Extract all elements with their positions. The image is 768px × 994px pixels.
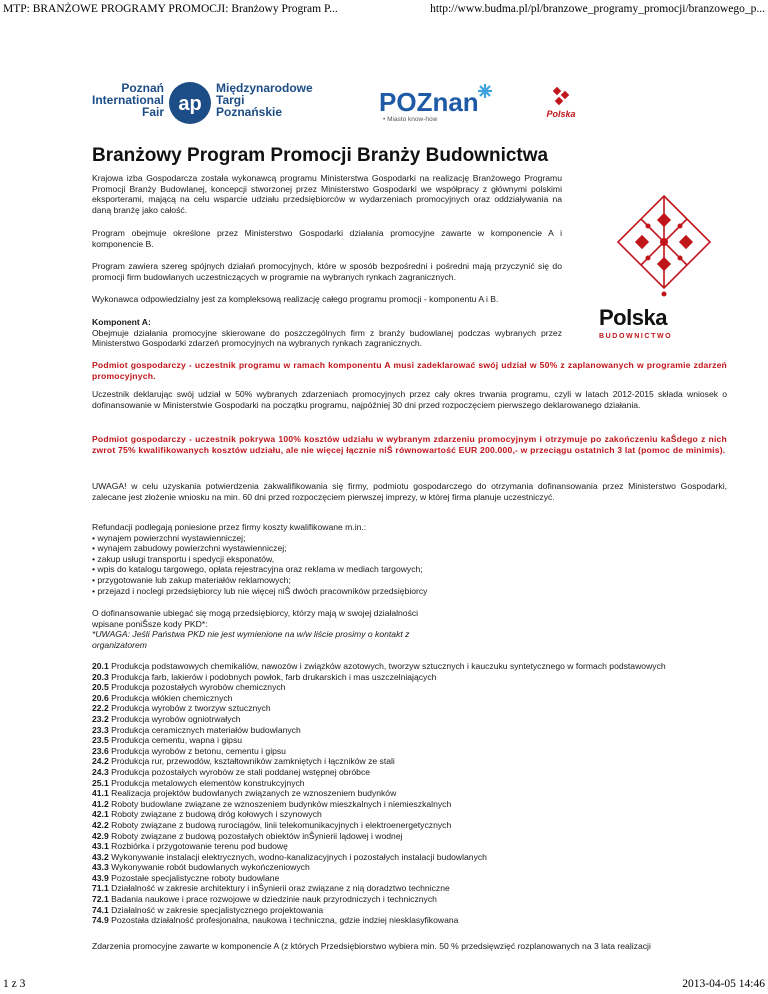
- pkd-description: Roboty budowlane związane ze wznoszeniem budynków mieszkalnych i niemieszkalnych: [111, 798, 452, 809]
- pkd-code: 23.3: [92, 724, 109, 735]
- pkd-list: [92, 661, 727, 926]
- pkd-code: 23.2: [92, 713, 109, 724]
- page-title: Branżowy Program Promocji Branży Budownictwa: [92, 145, 549, 166]
- uwaga-paragraph: UWAGA! w celu uzyskania potwierdzenia zakwalifikowania się firmy, podmiotu gospodarczego do otrzymania dofinansowania przez Ministerstwo Gospodarki, zalecane jest złożenie wniosku na min. 60 dni przed rozpoczęciem pierwszej imprezy, w której firma planuje uczestniczyć.: [92, 481, 727, 502]
- pkd-description: Roboty związane z budową pozostałych obiektów inŜynierii lądowej i wodnej: [111, 830, 403, 841]
- eligibility-section: [92, 608, 727, 650]
- refund-list: [92, 533, 727, 597]
- pkd-code: 74.9: [92, 915, 109, 926]
- mtp-right-line-3: Poznańskie: [216, 105, 283, 119]
- pkd-description: Produkcja cementu, wapna i gipsu: [111, 735, 243, 746]
- pkd-item: [92, 905, 727, 916]
- pkd-item: [92, 672, 727, 683]
- red-notice-1: Podmiot gospodarczy - uczestnik programu w ramach komponentu A musi zadeklarować swój udział w 50% z zaplanowanych w programie zdarzeń promocyjnych.: [92, 360, 727, 381]
- contractor-paragraph: [92, 294, 562, 305]
- pkd-description: Działalność w zakresie architektury i inŜynierii oraz związane z nią doradztwo techniczne: [111, 883, 450, 894]
- pkd-description: Produkcja podstawowych chemikaliów, nawozów i związków azotowych, tworzyw sztucznych i kauczuku syntetycznego w formach podstawowych: [111, 661, 666, 671]
- pkd-code: 20.5: [92, 682, 109, 693]
- mtp-left-line-2: International: [92, 93, 165, 107]
- note-line-1: *UWAGA: Jeśli Państwa PKD nie jest wymienione na w/w liście prosimy o kontakt z: [92, 629, 410, 640]
- list-item: • wynajem powierzchni wystawienniczej;: [92, 532, 246, 543]
- komponent-a-section: [92, 317, 562, 349]
- pkd-item: [92, 894, 727, 905]
- pkd-code: 43.3: [92, 862, 109, 873]
- pkd-item: [92, 735, 727, 746]
- pkd-item: [92, 831, 727, 842]
- program-paragraph: [92, 228, 562, 249]
- pkd-code: 43.9: [92, 872, 109, 883]
- red-notice-2: Podmiot gospodarczy - uczestnik pokrywa 100% kosztów udziału w wybranym zdarzeniu promocyjnym i otrzymuje po zakończeniu kaŜdego z nich zwrot 75% kwalifikowanych kosztów udziału, ale nie więcej łącznie niŜ równowartość EUR 200.000,- w przeciągu ostatnich 3 lat (pomoc de minimis).: [92, 434, 727, 455]
- eligibility-line-1: O dofinansowanie ubiegać się mogą przedsiębiorcy, którzy mają w swojej działalności: [92, 608, 419, 618]
- komponent-a-heading: Komponent A:: [92, 317, 151, 327]
- paragraph-3: Program zawiera szereg spójnych działań promocyjnych, które w sposób bezpośredni i pośredni mają przyczynić się do promocji firm budowlanych uczestniczących w programie na wybranych rynkach zagranicznych.: [92, 261, 562, 282]
- pkd-item: [92, 799, 727, 810]
- list-item: • wpis do katalogu targowego, opłata rejestracyjna oraz reklama w mediach targowych;: [92, 564, 423, 575]
- list-item: • przygotowanie lub zakup materiałów reklamowych;: [92, 574, 291, 585]
- pkd-description: Produkcja farb, lakierów i podobnych powłok, farb drukarskich i mas uszczelniających: [111, 671, 437, 682]
- pkd-description: Działalność w zakresie specjalistycznego projektowania: [111, 904, 324, 915]
- paragraph-2: Program obejmuje określone przez Ministerstwo Gospodarki działania promocyjne zawarte w komponencie A i komponencie B.: [92, 228, 562, 249]
- pkd-code: 25.1: [92, 777, 109, 788]
- mtp-left-line-3: Fair: [141, 105, 164, 119]
- pkd-description: Produkcja rur, przewodów, kształtowników zamkniętych i łączników ze stali: [111, 756, 395, 767]
- polska-logo-word: Polska: [599, 305, 667, 330]
- poznan-star-icon: [478, 84, 492, 98]
- pkd-description: Roboty związane z budową dróg kołowych i szynowych: [111, 809, 322, 820]
- print-header-title: MTP: BRANŻOWE PROGRAMY PROMOCJI: Branżowy Program P...: [3, 3, 338, 15]
- list-item: • wynajem zabudowy powierzchni wystawienniczej;: [92, 543, 287, 554]
- mtp-right-line-1: Międzynarodowe: [216, 81, 313, 95]
- pkd-item: [92, 852, 727, 863]
- mtp-logo-icon: [168, 81, 212, 125]
- print-timestamp: 2013-04-05 14:46: [682, 978, 765, 990]
- pkd-description: Produkcja włókien chemicznych: [111, 692, 233, 703]
- pkd-description: Produkcja pozostałych wyrobów ze stali poddanej wstępnej obróbce: [111, 766, 371, 777]
- pkd-item: [92, 841, 727, 852]
- komponent-a-text: Obejmuje działania promocyjne skierowane do poszczególnych firm z branży budowlanej podczas wybranych przez Ministerstwo Gospodarki zdarzeń promocyjnych na wybranych rynkach zagranicznych.: [92, 327, 562, 349]
- pkd-code: 42.2: [92, 819, 109, 830]
- pkd-item: [92, 915, 727, 926]
- pkd-description: Produkcja pozostałych wyrobów chemicznych: [111, 682, 286, 693]
- closing-paragraph: Zdarzenia promocyjne zawarte w komponencie A (z których Przedsiębiorstwo wybiera min. 50 % przedsięwzięć rozplanowanych na 3 lata realizacji: [92, 941, 651, 951]
- pkd-code: 71.1: [92, 883, 109, 894]
- pkd-code: 41.2: [92, 798, 109, 809]
- actions-paragraph: [92, 261, 562, 282]
- paragraph-4: Wykonawca odpowiedzialny jest za kompleksową realizację całego programu promocji - komponentu A i B.: [92, 294, 499, 304]
- pkd-item: [92, 873, 727, 884]
- pkd-code: 22.2: [92, 703, 109, 714]
- pkd-code: 20.1: [92, 661, 109, 671]
- pkd-item: [92, 883, 727, 894]
- refund-section: [92, 522, 727, 596]
- mtp-logo-mark: ap: [178, 93, 202, 115]
- pkd-item: [92, 682, 727, 693]
- polska-small-word: Polska: [546, 109, 576, 119]
- mtp-right-line-2: Targi: [216, 93, 245, 107]
- pkd-code: 20.3: [92, 671, 109, 682]
- pkd-description: Produkcja wyrobów z betonu, cementu i gipsu: [111, 745, 286, 756]
- pkd-item: [92, 767, 727, 778]
- mtp-logo-left-text: [92, 82, 164, 118]
- pkd-description: Roboty związane z budową rurociągów, linii telekomunikacyjnych i elektroenergetycznych: [111, 819, 452, 830]
- pkd-description: Produkcja wyrobów z tworzyw sztucznych: [111, 703, 271, 714]
- pkd-item: [92, 809, 727, 820]
- pkd-item: [92, 862, 727, 873]
- polska-small-pattern-icon: [553, 87, 569, 105]
- list-item: • zakup usługi transportu i spedycji eksponatów,: [92, 553, 275, 564]
- pkd-code: 43.1: [92, 841, 109, 852]
- pkd-code: 24.2: [92, 756, 109, 767]
- pkd-description: Pozostała działalność profesjonalna, naukowa i techniczna, gdzie indziej niesklasyfikowana: [111, 915, 459, 926]
- mtp-left-line-1: Poznań: [121, 81, 164, 95]
- page-number: 1 z 3: [3, 978, 26, 990]
- pkd-description: Realizacja projektów budowlanych związanych ze wznoszeniem budynków: [111, 788, 397, 799]
- pkd-code: 72.1: [92, 894, 109, 905]
- pkd-code: 74.1: [92, 904, 109, 915]
- pkd-item: [92, 693, 727, 704]
- pkd-code: 41.1: [92, 788, 109, 799]
- pkd-section: [92, 661, 727, 926]
- pkd-item: [92, 661, 727, 672]
- paragraph-1: Krajowa izba Gospodarcza została wykonawcą programu Ministerstwa Gospodarki na realizację Branżowego Programu Promocji Branży Budowlanej, koncepcji stworzonej przez Ministerstwo Gospodarki we współpracy z głównymi polskimi eksporterami, mającą na celu wsparcie udziału przedsiębiorców w wydarzeniach promocyjnych oraz oddziaływania na daną branżę jako całość.: [92, 173, 562, 215]
- pkd-item: [92, 820, 727, 831]
- pkd-code: 24.3: [92, 766, 109, 777]
- pkd-code: 43.2: [92, 851, 109, 862]
- pkd-code: 23.6: [92, 745, 109, 756]
- pkd-description: Rozbiórka i przygotowanie terenu pod budowę: [111, 841, 288, 852]
- polska-small-logo: [544, 84, 578, 124]
- logos-row: [92, 80, 576, 130]
- pkd-item: [92, 778, 727, 789]
- pkd-description: Badania naukowe i prace rozwojowe w dziedzinie nauk przyrodniczych i technicznych: [111, 894, 437, 905]
- pkd-item: [92, 788, 727, 799]
- pkd-item: [92, 714, 727, 725]
- pkd-code: 20.6: [92, 692, 109, 703]
- pkd-code: 42.1: [92, 809, 109, 820]
- polska-logo-sub: BUDOWNICTWO: [599, 333, 673, 340]
- pkd-item: [92, 725, 727, 736]
- print-header-url[interactable]: http://www.budma.pl/pl/branzowe_programy_promocji/branzowego_p...: [430, 3, 765, 15]
- polska-budownictwo-logo: [599, 305, 719, 340]
- eligibility-line-2: wpisane poniŜsze kody PKD*:: [92, 618, 208, 629]
- pkd-description: Produkcja wyrobów ogniotrwałych: [111, 713, 241, 724]
- pkd-code: 23.5: [92, 735, 109, 746]
- list-item: • przejazd i noclegi przedsiębiorcy lub nie więcej niŜ dwóch pracowników przedsiębiorcy: [92, 585, 428, 596]
- pkd-item: [92, 746, 727, 757]
- intro-paragraph: [92, 173, 562, 215]
- pkd-item: [92, 703, 727, 714]
- poznan-logo-word: POZnan: [379, 87, 479, 117]
- poznan-tagline: • Miasto know-how: [383, 116, 438, 123]
- note-line-2: organizatorem: [92, 639, 147, 650]
- polska-folk-pattern-icon: [612, 190, 716, 300]
- pkd-description: Wykonywanie instalacji elektrycznych, wodno-kanalizacyjnych i pozostałych instalacji budowlanych: [111, 851, 487, 862]
- pkd-code: 42.9: [92, 830, 109, 841]
- pkd-description: Produkcja ceramicznych materiałów budowlanych: [111, 724, 301, 735]
- pkd-description: Pozostałe specjalistyczne roboty budowlane: [111, 872, 280, 883]
- pkd-description: Wykonywanie robót budowlanych wykończeniowych: [111, 862, 310, 873]
- participant-paragraph: Uczestnik deklarując swój udział w 50% wybranych zdarzeniach promocyjnych przez cały okres trwania programu, czyli w latach 2012-2015 składa wniosek o dofinansowanie w Ministerstwie Gospodarki na początku programu, najpóźniej 30 dni przed rozpoczęciem pierwszego deklarowanego działania.: [92, 389, 727, 410]
- pkd-description: Produkcja metalowych elementów konstrukcyjnych: [111, 777, 305, 788]
- pkd-item: [92, 756, 727, 767]
- refund-intro: Refundacji podlegają poniesione przez firmy koszty kwalifikowane m.in.:: [92, 522, 367, 532]
- mtp-logo-right-text: [216, 82, 313, 118]
